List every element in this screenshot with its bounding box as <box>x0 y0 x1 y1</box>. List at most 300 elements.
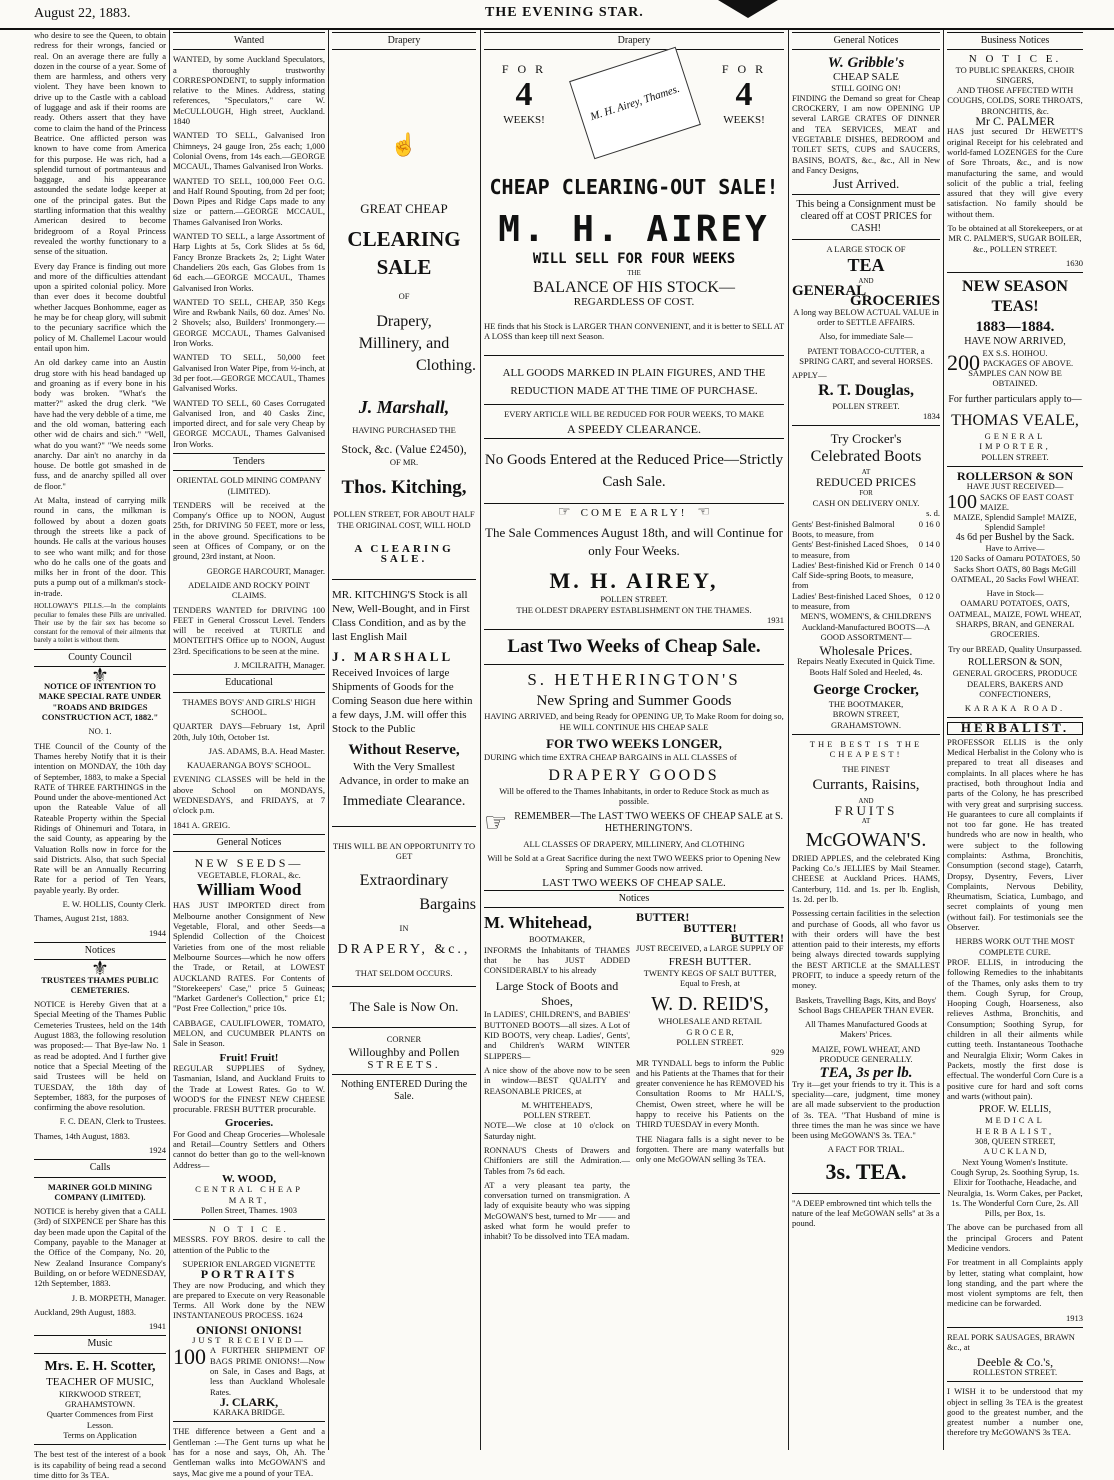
coat-of-arms-icon: ⚜ <box>91 664 109 687</box>
notice-signature: 1841 A. GREIG. <box>173 819 231 830</box>
column-2 <box>173 30 325 1478</box>
advert-body: FINDING the Demand so great for Cheap CROCKERY, I am now OPENING UP several LARGE CRATES OF DINNER and TEA SERVICES, MEAT and VEGETABLE DISHES, BEDROOM and TOILET SETS, CUPS and SAUCERS, BASINS, BOATS, &c., &c., All in New and Fancy Designs, <box>792 92 940 175</box>
wanted-ad: WANTED TO SELL, a large Assortment of Harp Lights at 5s, Cork Slides at 5s 6d, Fancy Bronze Brackets 2s, 2; Light Water Chandeliers 20s each, Gas Globes from 1s 6d each.—GEORGE MCCAUL, Thames Galvanised Iron Works. <box>173 231 325 293</box>
advert-headline: CLEARING <box>347 226 461 251</box>
advert-holloway: HOLLOWAY'S PILLS.—In the complaints peculiar to females these Pills are unrivalled. Their use by the fair sex has become so constant for the removal of their ailments that barely a toilet is without them. <box>34 602 166 645</box>
advert-name: M. WHITEHEAD'S, <box>521 1099 593 1110</box>
advert-headline: Bargains <box>419 896 476 914</box>
advert-subtitle: G R O C E R, <box>686 1026 734 1037</box>
advert-headline: Groceries. <box>224 1117 274 1130</box>
advert-name: W. WOOD, <box>221 1172 277 1185</box>
notice-body: NOTICE is hereby given that a CALL (3rd) of SIXPENCE per Share has this day been made upon the Capital of the Company, payable to the Manager at the Office of the Company, No. 20, New Zealand Insurance Company's Building, on or before WEDNESDAY, 12th September, 1883. <box>34 1206 166 1289</box>
advert-body: REGULAR SUPPLIES of Sydney, Tasmanian, Island, and Auckland Fruits to the Trade at Lowest Rates. Go to W. WOOD'S for the FINEST NEW CHEESE procurable. FRESH BUTTER procurable. <box>173 1062 325 1115</box>
advert-headline: Extraordinary <box>359 872 449 890</box>
advert-body: Received Invoices of large Shipments of Goods for the Coming Season due here within a few days, J.M. will offer this Stock to the Public <box>332 666 473 735</box>
notice-ref: 1924 <box>149 1145 166 1155</box>
advert-body: All Thames Manufactured Goods at Makers' Prices. <box>804 1019 928 1040</box>
advert-body: Repairs Neatly Executed in Quick Time. Boots Half Soled and Heeled, 4s. <box>797 656 935 677</box>
advert-name: M. H. AIREY, <box>549 568 719 594</box>
notice-date: Thames, 14th August, 1883. <box>34 1130 130 1141</box>
advert-headline: Just Arrived. <box>832 176 900 192</box>
advert-text: HAVING PURCHASED THE <box>352 424 456 435</box>
advert-subtitle: TEACHER OF MUSIC, <box>46 1375 154 1388</box>
notice-signature: J. MCILRAITH, Manager. <box>234 660 325 671</box>
advert-text: Millinery, and <box>358 334 450 352</box>
price-list <box>792 519 940 612</box>
advert-headline: THE BEST IS THE CHEAPEST! <box>809 738 923 760</box>
price-item: Gents' Best-finished Laced Shoes, to measure, from <box>792 539 909 560</box>
advert-address: ROLLESTON STREET. <box>972 1366 1058 1377</box>
column-1 <box>34 30 166 1480</box>
coat-of-arms-icon: ⚜ <box>91 958 109 981</box>
airey-banner <box>484 54 784 174</box>
divider <box>947 717 1083 718</box>
advert-body: PATENT TOBACCO-CUTTER, a SPRING CART, and several HORSES. <box>799 345 933 366</box>
advert-headline: CHEAP SALE <box>833 71 899 84</box>
advert-headline: ONIONS! ONIONS! <box>196 1322 302 1337</box>
column-6 <box>947 30 1083 1450</box>
advert-text: THE <box>627 269 641 278</box>
section-heading: Drapery <box>484 32 784 50</box>
advert-name: George Crocker, <box>813 682 919 699</box>
advert-body: NOTE—We close at 10 o'clock on Saturday night. <box>484 1120 630 1141</box>
advert-text: THE FINEST <box>842 763 890 774</box>
advert-body: A FURTHER SHIPMENT OF BAGS PRIME ONIONS!—Now on Sale, in Cases and Bags, at less than Auckland Wholesale Rates. <box>210 1345 325 1397</box>
advert-text: SACKS OF EAST COAST MAIZE. <box>980 491 1074 512</box>
pointing-hand-icon: ☞ <box>484 807 508 837</box>
advert-address: POLLEN STREET. <box>600 594 668 605</box>
notice-title: MARINER GOLD MINING COMPANY (LIMITED). <box>47 1181 153 1202</box>
banner-label: WEEKS! <box>723 113 765 126</box>
advert-ref: 1931 <box>767 614 784 625</box>
calling-card <box>569 47 701 160</box>
advert-headline: HERBALIST. <box>947 722 1083 734</box>
quantity-figure: 100 <box>173 1344 206 1370</box>
advert-address: KARAKA BRIDGE. <box>213 1407 285 1418</box>
issue-date: August 22, 1883. <box>34 6 131 21</box>
advert-body: DRIED APPLES, and the celebrated King Packing Co.'s JELLIES by Mail Steamer. CHEESE at Auckland Prices. HAMS, Canterbury, 11d. and 1s. per lb. English, 1s. 2d. per lb. <box>792 852 940 904</box>
advert-headline: GROCERIES <box>849 293 940 310</box>
advert-body: REMEMBER—The LAST TWO WEEKS OF CHEAP SALE at S. HETHERINGTON'S. <box>514 810 784 834</box>
notice-signature: F. C. DEAN, Clerk to Trustees. <box>59 1116 166 1127</box>
advert-headline: 3s. TEA. <box>825 1158 907 1184</box>
advert-headline: Willoughby and Pollen <box>348 1045 460 1060</box>
notice-title: TRUSTEES THAMES PUBLIC CEMETERIES. <box>41 974 159 995</box>
advert-text: A LARGE STOCK OF <box>826 243 906 254</box>
article-paragraph: who desire to see the Queen, to obtain redress for their wrongs, fancied or real. On an average there are fully a dozen in the course of a year. Some of them are harmless, and others very violent. They have been known to drive up to the Castle with a cabload of luggage and ask if their rooms are ready. Others assert that they have come to claim the hand of the Princess Beatrice. One afflicted person was known to have come from America for this purpose. He was rich, had a splendid turnout of portmanteaus and baggage, and his appearance astounded the sedate lodge keeper at one of the principal gates. But the startling information that this wealthy American desired to become bridegroom of a Royal Princess revealed the worthy functionary to a sense of the situation. <box>34 30 166 257</box>
advert-text: Terms on Application <box>63 1429 137 1440</box>
advert-ref: 1834 <box>923 410 940 421</box>
article-paragraph: An old darkey came into an Austin drug store with his head bandaged up and groaning as if every bone in his body was broken. "What's the matter?" asked the drug clerk. "We have had the very debble of a time, me and the old woman, battering each other wid de chairs and sich." "Well, what do you want?" "We needs some anarchy. Dar ain't no anarchy in da house. De bottle got smashed in de fuss, and de anarchy spilled all over de floor." <box>34 357 166 491</box>
quantity-figure: 200 <box>947 349 980 375</box>
advert-subtitle: HERBS WORK OUT THE MOST COMPLETE CURE. <box>955 936 1075 957</box>
advert-body: RONNAU'S Chests of Drawers and Chiffoniers are still the Admiration.—Tables from 7s 6d each. <box>484 1144 630 1176</box>
advert-body: MR. KITCHING'S Stock is all New, Well-Bought, and in First Class Condition, and as by the last English Mail <box>332 588 470 643</box>
advert-text: APPLY— <box>792 370 827 381</box>
banner-number: 4 <box>735 75 753 113</box>
section-heading: Educational <box>173 674 325 692</box>
page-header <box>0 0 1114 30</box>
filler-text: The best test of the interest of a book is its capability of being read a second time ditto for 3s TEA. <box>34 1449 166 1480</box>
advert-headline: Last Two Weeks of Cheap Sale. <box>507 636 761 658</box>
notice-date: Thames, August 21st, 1883. <box>34 913 129 924</box>
advert-body: The above can be purchased from all the principal Grocers and Patent Medicine vendors. <box>947 1222 1083 1253</box>
advert-address: 308, QUEEN STREET, <box>974 1136 1056 1147</box>
advert-text: POLLEN STREET, FOR ABOUT HALF THE ORIGINAL COST, WILL HOLD <box>333 509 475 530</box>
advert-body: To be obtained at all Storekeepers, or at MR C. PALMER'S, SUGAR BOILER, &c., POLLEN STREET. <box>947 223 1083 254</box>
section-heading: Business Notices <box>947 32 1083 50</box>
advert-name: J. Marshall, <box>358 396 450 417</box>
advert-headline: 4s 6d per Bushel by the Sack. <box>955 531 1075 543</box>
advert-body: Also, for immediate Sale— <box>819 331 913 342</box>
newspaper-title: THE EVENING STAR. <box>485 5 644 20</box>
advert-body: Try it—get your friends to try it. This is a speciality—care, judgment, time money are all made subservient to the production of 3s. TEA. "That Husband of mine is three times the man he was since we have been using McGOWAN'S 3s. TEA." <box>792 1078 940 1141</box>
advert-name: THOMAS VEALE, <box>951 412 1079 430</box>
advert-address: Pollen Street, Thames. 1903 <box>201 1204 297 1215</box>
advert-subtitle: GENERAL IMPORTER, <box>979 431 1051 452</box>
advert-subtitle: SUPERIOR ENLARGED VIGNETTE <box>182 1258 316 1269</box>
notice-body: THE Council of the County of the Thames hereby Notify that it is their intention on MONDAY, the 10th day of September, 1883, to make a Special RATE of THREE FARTHINGS in the Pound under the above-mentioned Act upon the Rateable Value of all Rateable Property within the Special Ridings of Ohinemuri and Totara, in the said County, as appearing by the Valuation Rolls now in force for the said Districts. Also, that such Special Rate will be an Annually Recurring Rate for a period of Ten Years, payable yearly. By order. <box>34 740 166 895</box>
notice-ref: 1941 <box>149 1321 166 1332</box>
section-heading: Music <box>34 1335 166 1353</box>
notice-body: TENDERS will be received at the Company's Office up to NOON, August 25th, for DRIVING 50 FEET, more or less, in the above ground. Specifications to be seen at Offices of Company, or on the ground, 23rd instant, at Noon. <box>173 499 325 562</box>
advert-address: Next Young Women's Institute. <box>962 1156 1068 1167</box>
advert-address: POLLEN STREET. <box>676 1036 744 1047</box>
advert-name: McGOWAN'S. <box>805 828 927 851</box>
wanted-ad: WANTED TO SELL, 50,000 feet Galvanised Iron Water Pipe, from ½-inch, at 3d per foot.—GEORGE MCCAUL, Thames Galvanised Works. <box>173 352 325 394</box>
advert-text: A FACT FOR TRIAL. <box>827 1144 905 1155</box>
advert-body: PROFESSOR ELLIS is the only Medical Herbalist in the Colony who is prepared to treat all diseases and complaints. In all places where he has practised, both throughout India and parts of the Colony, he has prescribed with very great and surprising success. He guarantees to cure all complaints if not too far gone. He has treated hundreds who are now in health, who were subject to the following complaints: Asthma, Bronchitis, Consumption (second stage), Catarrh, Dropsy, Dysentry, Fevers, Liver Complaints, Nervous Debility, Rheumatism, Sciatica, Lumbago, and secret complaints of young men (without fail). For testimonials see the Observer. <box>947 736 1083 933</box>
advert-subtitle: WHOLESALE AND RETAIL <box>658 1016 762 1027</box>
notice-title: KAUAERANGA BOYS' SCHOOL. <box>186 760 312 771</box>
advert-body: A nice show of the above now to be seen in window—BEST QUALITY and REASONABLE PRICES, at <box>484 1064 630 1096</box>
wanted-ad: WANTED, by some Auckland Speculators, a thoroughly trustworthy CORRESPONDENT, to supply information relative to the Mines. Address, stating references, "Speculators," care W. McCULLOUGH, High street, Auckland. 1840 <box>173 54 325 127</box>
advert-text: SAMPLES CAN NOW BE OBTAINED. <box>968 368 1062 389</box>
advert-ref: 1630 <box>1066 257 1083 268</box>
advert-text: EX S.S. HOIHOU. <box>982 347 1048 358</box>
advert-text: AND <box>858 276 874 285</box>
advert-body: INFORMS the Inhabitants of THAMES that he has JUST ADDED CONSIDERABLY to his already <box>484 944 630 976</box>
advert-headline: NEW SEASON TEAS! <box>962 278 1068 316</box>
advert-headline: PORTRAITS <box>200 1267 298 1282</box>
advert-name: Mr C. PALMER <box>975 114 1055 129</box>
section-heading: Calls <box>34 1159 166 1177</box>
advert-body: REAL PORK SAUSAGES, BRAWN &c., at <box>947 1332 1075 1353</box>
section-heading: Tenders <box>173 453 325 471</box>
advert-body: OAMARU POTATOES, OATS, OATMEAL, MAIZE, FOWL WHEAT, SHARPS, BRAN, and GENERAL GROCERIES. <box>948 598 1082 640</box>
advert-address: GRAHAMSTOWN. <box>65 1399 135 1410</box>
divider <box>332 826 476 827</box>
advert-headline: LAST TWO WEEKS OF CHEAP SALE. <box>542 876 726 889</box>
wanted-ad: WANTED TO SELL, 100,000 Feet O.G. and Half Round Spouting, from 2d per foot; Down Pipes and Ridge Caps made to any size or pattern.—GEORGE MCCAUL, Thames Galvanised Iron Works. <box>173 175 325 227</box>
column-4 <box>484 30 784 1450</box>
advert-headline: FOR TWO WEEKS LONGER, <box>546 735 722 751</box>
divider <box>332 1074 476 1075</box>
advert-name: R. T. Douglas, <box>818 381 914 399</box>
notice-title: NOTICE OF INTENTION TO MAKE SPECIAL RATE UNDER "ROADS AND BRIDGES CONSTRUCTION ACT, 1882." <box>38 681 162 723</box>
advert-headline: CHEAP CLEARING-OUT SALE! <box>489 175 779 200</box>
advert-headline: GENERAL <box>792 283 867 300</box>
advert-subtitle: STILL GOING ON! <box>831 82 901 93</box>
advert-address: KARAKA ROAD. <box>964 703 1066 714</box>
advert-headline: BUTTER! <box>683 920 737 935</box>
advert-ref: 1913 <box>1066 1312 1083 1323</box>
price-value: 0 16 0 <box>918 518 940 529</box>
divider <box>484 404 784 405</box>
column-3 <box>332 30 476 1450</box>
divider <box>173 1219 325 1220</box>
divider <box>947 1327 1083 1328</box>
section-heading: Notices <box>34 942 166 960</box>
advert-headline: 1883—1884. <box>975 319 1055 336</box>
price-row <box>792 560 940 591</box>
column-rule <box>328 30 329 1450</box>
divider <box>792 425 940 426</box>
column-rule <box>169 30 170 1450</box>
advert-address: POLLEN STREET. <box>523 1110 591 1121</box>
advert-headline: SALE <box>376 254 432 279</box>
advert-text: Have to Arrive— <box>985 542 1045 553</box>
advert-subtitle: THE BOOTMAKER, <box>828 699 904 710</box>
section-heading: County Council <box>34 649 166 667</box>
column-5 <box>792 30 940 1450</box>
divider <box>34 1444 166 1445</box>
notice-signature: J. B. MORPETH, Manager. <box>71 1292 166 1303</box>
advert-headline: TEA <box>847 254 885 275</box>
advert-headline: REDUCED PRICES <box>815 475 917 490</box>
banner-label: WEEKS! <box>503 113 545 126</box>
quantity-figure: 100 <box>947 490 977 513</box>
advert-body: Possessing certain facilities in the selection and purchase of Goods, all who favor us with their orders will have the best attention paid to their interests, my efforts being always directed towards supplying the BEST ARTICLE at the SMALLEST PROFIT, to induce a speedy return of the money. <box>792 908 940 991</box>
advert-body: MR TYNDALL begs to inform the Public and his Patients at the Thames that for their greater convenience he has REMOVED his Consultation Rooms to Mr HALL'S, Chemist, Owen street, where he will be happy to receive his Patients on the THIRD TUESDAY in every Month. <box>636 1057 784 1130</box>
divider <box>484 355 784 356</box>
advert-name: William Wood <box>196 880 302 900</box>
advert-name: Thos. Kitching, <box>341 477 467 499</box>
advert-headline: FRUITS <box>834 803 898 819</box>
price-row <box>792 519 940 540</box>
price-value: 0 14 0 <box>918 539 940 550</box>
advert-headline: Large Stock of Boots and Shoes, <box>495 979 619 1009</box>
wanted-ad: WANTED TO SELL, 60 Cases Corrugated Galvanised Iron, and 40 Casks Zinc, imported direct, and for sale very Cheap by GEORGE MCCAUL, Thames Galvanised Iron Works. <box>173 397 325 449</box>
advert-address: GRAHAMSTOWN. <box>831 719 901 730</box>
advert-text: FOR <box>859 488 873 497</box>
advert-text: Clothing. <box>415 356 476 374</box>
notice-number: NO. 1. <box>88 726 112 737</box>
advert-headline: DRAPERY, &c., <box>337 941 471 957</box>
advert-address: POLLEN STREET. <box>981 451 1049 462</box>
banner-label: F O R <box>501 62 547 77</box>
advert-headline: Immediate Clearance. <box>342 793 466 809</box>
advert-body: EVERY ARTICLE WILL BE REDUCED FOR FOUR WEEKS, TO MAKE <box>504 409 764 420</box>
advert-body: Try our BREAD, Quality Unsurpassed. <box>948 643 1082 654</box>
pointing-hand-icon: ☞ <box>558 505 571 521</box>
advert-body: Baskets, Travelling Bags, Kits, and Boys' School Bags CHEAPER THAN EVER. <box>795 994 937 1015</box>
divider <box>792 239 940 240</box>
advert-headline: Without Reserve, <box>348 741 460 758</box>
advert-text: STREETS. <box>367 1059 441 1072</box>
advert-body: ALL GOODS MARKED IN PLAIN FIGURES, AND THE REDUCTION MADE AT THE TIME OF PURCHASE. <box>502 367 766 398</box>
advert-body: Will be Sold at a Great Sacrifice during the next TWO WEEKS prior to Opening New Spring and Summer Goods now arrived. <box>487 853 781 874</box>
advert-name: W. D. REID'S, <box>651 993 769 1016</box>
advert-body: This being a Consignment must be cleared off at COST PRICES for CASH! <box>796 198 936 234</box>
advert-headline: BALANCE OF HIS STOCK— <box>533 278 735 296</box>
advert-text: For further particulars apply to— <box>948 393 1082 405</box>
advert-name: ROLLERSON & SON <box>956 468 1074 483</box>
advert-headline: DRAPERY GOODS <box>548 767 720 785</box>
divider <box>947 272 1083 273</box>
advert-address: KIRKWOOD STREET, <box>59 1388 141 1399</box>
advert-body: HE finds that his Stock is LARGER THAN CONVENIENT, and it is better to SELL AT A LOSS than keep till next Season. <box>484 320 784 342</box>
advert-text: AND <box>858 796 874 805</box>
advert-body: 120 Sacks of Oamaru POTATOES, 50 Sacks Short OATS, 80 Bags McGill OATMEAL, 20 Sacks Fowl WHEAT. <box>950 553 1080 584</box>
banner-number: 4 <box>515 75 533 113</box>
price-value: 0 12 0 <box>918 590 940 601</box>
divider <box>173 1421 325 1422</box>
notice-body: TENDERS WANTED for DRIVING 100 FEET in General Crosscut Level. Tenders will be received at TURTLE and MONTEITH'S Office up to NOON, August 23rd. Specifications to be seen at the mine. <box>173 604 325 656</box>
column-rule <box>943 30 944 1450</box>
notice-title: ORIENTAL GOLD MINING COMPANY (LIMITED). <box>176 475 322 496</box>
advert-headline: FRESH BUTTER. <box>668 956 752 969</box>
section-heading: General Notices <box>173 834 325 852</box>
filler-text: "A DEEP embrowned tint which tells the nature of the leaf McGOWAN sells" at 3s a pound. <box>792 1197 940 1229</box>
advert-headline: Fruit! Fruit! <box>219 1051 279 1064</box>
filler-text: I WISH it to be understood that my object in selling 3s TEA is the greatest good to the greatest number, and the greatest number a number one, therefore try McGOWAN'S 3s TEA. <box>947 1386 1083 1438</box>
advert-subtitle: HAVE NOW ARRIVED, <box>964 336 1066 348</box>
advert-headline: Currants, Raisins, <box>812 776 920 793</box>
advert-text: HAVE JUST RECEIVED— <box>966 481 1064 492</box>
price-row <box>792 591 940 612</box>
advert-subtitle: MEDICAL HERBALIST, <box>975 1115 1055 1136</box>
advert-address: POLLEN STREET. <box>832 400 900 411</box>
section-heading: Notices <box>484 890 784 908</box>
advert-subtitle: REGARDLESS OF COST. <box>573 295 695 308</box>
divider <box>947 466 1083 467</box>
notice-date: Auckland, 29th August, 1883. <box>34 1306 136 1317</box>
price-table-header: s. d. <box>926 508 940 519</box>
advert-name: J. MARSHALL <box>332 648 454 664</box>
wanted-ad: WANTED TO SELL, Galvanised Iron Chimneys, 24 gauge Iron, 25s each; 1,000 Colonial Ovens, from 14s each.—GEORGE MCCAUL, Thames Galvanised Iron Works. <box>173 130 325 172</box>
advert-body: HAS JUST IMPORTED direct from Melbourne another Consignment of New Vegetable, Floral, and other Seeds—a Splendid Collection of the Choicest Varieties from one of the most reliable Melbourne Sources—which he now offers the Trade, or Retail, at LOWEST AUCKLAND RATES. For Contents of "Storekeepers' Case," price 5 Guineas; "Market Gardener's Collection," price £1; "Post Free Collection," price 10s. <box>173 900 325 1014</box>
advert-text: THAT SELDOM OCCURS. <box>355 967 453 978</box>
advert-headline: A SPEEDY CLEARANCE. <box>567 421 701 436</box>
notice-signature: JAS. ADAMS, B.A. Head Master. <box>208 745 325 756</box>
advert-headline: No Goods Entered at the Reduced Price—Strictly Cash Sale. <box>484 452 784 491</box>
advert-headline: Try Crocker's <box>830 431 902 447</box>
section-heading: Drapery <box>332 32 476 50</box>
divider <box>332 1027 476 1028</box>
divider <box>792 1193 940 1194</box>
advert-body: ALL CLASSES OF DRAPERY, MILLINERY, And CLOTHING <box>523 838 745 849</box>
advert-text: IN <box>399 923 409 934</box>
advert-text: OF <box>398 290 410 301</box>
advert-body: For Good and Cheap Groceries—Wholesale and Retail—Country Settlers and Others cannot do better than go to the well-known Address— <box>173 1128 325 1170</box>
wanted-ad: WANTED TO SELL, CHEAP, 350 Kegs Wire and Rwbank Nails, 60 doz. Ames' No. 2 Shovels; also, Builders' Ironmongery.—GEORGE MCCAUL, Thames Galvanised Iron Works. <box>173 296 325 349</box>
advert-headline: A CLEARING SALE. <box>354 543 454 566</box>
advert-headline: Celebrated Boots <box>810 448 922 466</box>
advert-text: CORNER <box>386 1033 422 1044</box>
advert-name: W. Gribble's <box>827 55 905 72</box>
advert-body: MEN'S, WOMEN'S, & CHILDREN'S Auckland-Manufactured BOOTS—A GOOD ASSORTMENT— <box>800 611 932 642</box>
advert-subtitle: JUST RECEIVED— <box>192 1335 306 1346</box>
advert-headline: WILL SELL FOR FOUR WEEKS <box>532 251 736 268</box>
price-item: Ladies' Best-finished Kid or French Calf Side-spring Boots, to measure, from <box>792 559 914 591</box>
advert-text: CASH ON DELIVERY ONLY. <box>812 498 920 509</box>
advert-body: In LADIES', CHILDREN'S, and BABIES' BUTTONED BOOTS—all sizes. A Lot of KID BOOTS, very cheap. Ladies', Gents', and Children's WARM WINTER SLIPPERS— <box>484 1009 630 1061</box>
price-row <box>792 539 940 560</box>
advert-name: Mrs. E. H. Scotter, <box>44 1358 156 1374</box>
advert-text: OF MR. <box>389 457 419 468</box>
advert-body: Cough Syrup, 2s. Soothing Syrup, 1s. Elixir for Toothache, Headache, and Neuralgia, 1s. Worm Cakes, per Packet, 1s. The Wonderful Corn Cure, 2s. All Pills, per Box, 1s. <box>947 1166 1083 1219</box>
divider <box>332 986 476 987</box>
pointing-hand-icon: ☝ <box>390 132 418 158</box>
advert-body: A long way BELOW ACTUAL VALUE in order to SETTLE AFFAIRS. <box>793 306 939 328</box>
advert-headline: TEA, 3s per lb. <box>819 1065 913 1082</box>
advert-body: They are now Producing, and which they are prepared to Execute on very Reasonable Terms. All Work done by the NEW INSTANTANEOUS PROCESS. 1624 <box>173 1279 325 1321</box>
advert-name: M. Whitehead, <box>484 913 592 933</box>
advert-text: PACKAGES OF ABOVE. <box>983 357 1074 368</box>
advert-address: A U C K L A N D, <box>983 1146 1047 1157</box>
filler-text: AT a very pleasant tea party, the conversation turned on transmigration. A lady of exquisite beauty who was sipping McGOWAN'S best, turned to Mr —— and asked what form he would prefer to inhabit? To be dissolved into TEA madam. <box>484 1179 630 1242</box>
price-value: 0 14 0 <box>918 559 940 570</box>
advert-subtitle: CENTRAL CHEAP MART, <box>195 1184 303 1205</box>
advert-subtitle: TO PUBLIC SPEAKERS, CHOIR SINGERS, <box>955 64 1075 85</box>
advert-ref: 929 <box>771 1047 784 1058</box>
card-text: M. H. Airey, Thames. <box>588 83 682 124</box>
notice-ref: 1944 <box>149 927 166 938</box>
filler-text: THE Niagara falls is a sight never to be forgotten. There are many waterfalls but only one McGOWAN selling 3s TEA. <box>636 1133 784 1165</box>
advert-body: MAIZE, FOWL WHEAT, AND PRODUCE GENERALLY. <box>811 1043 921 1065</box>
advert-headline: N O T I C E. <box>209 1224 289 1235</box>
article-paragraph: At Malta, instead of carrying milk round in cans, the milkman is followed by about a dozen goats through the streets like a pack of hounds. He calls at the various houses to see who want milk; and for those who do he calls one of the goats and milks her in front of the door. This puts a pump out of a milkman's stock-in-trade. <box>34 495 166 598</box>
notice-title: THAMES BOYS' AND GIRLS' HIGH SCHOOL. <box>182 696 316 717</box>
notice-body: NOTICE is Hereby Given that at a Special Meeting of the Thames Public Cemeteries Trustees, held on the 14th August 1883, the following resolution was proposed:— That Bye-law No. 1 as read be adopted. And I further give notice that a Special Meeting of the said Trustees will be held on TUESDAY, the 18th day of September, 1883, for the purposes of confirming the above resolution. <box>34 999 166 1113</box>
advert-subtitle: AND THOSE AFFECTED WITH COUGHS, COLDS, SORE THROATS, BRONCHITIS, &c. <box>947 85 1083 116</box>
divider <box>332 579 476 580</box>
column-rule <box>480 30 481 1450</box>
divider <box>947 1381 1083 1382</box>
filler-text: THE difference between a Gent and a Gentleman :—The Gent turns up what he has for a nose and says, Oh, Ah. The Gentleman walks into McGOWAN'S and says, Mac give me a pound of your TEA. <box>173 1426 325 1478</box>
advert-text: Stock, &c. (Value £2450), <box>341 442 467 457</box>
advert-headline: COME EARLY! <box>580 507 688 520</box>
advert-headline: New Spring and Summer Goods <box>536 693 732 710</box>
advert-headline: GREAT CHEAP <box>360 200 448 216</box>
advert-body: Will be offered to the Thames Inhabitants, in order to Reduce Stock as much as possible. <box>499 786 769 807</box>
notice-body: EVENING CLASSES will be held in the above School on MONDAYS, WEDNESDAYS, and FRIDAYS, at 7 o'clock p.m. <box>173 774 325 816</box>
section-heading: General Notices <box>792 32 940 50</box>
divider <box>484 438 784 439</box>
advert-subtitle: VEGETABLE, FLORAL, &c. <box>197 870 301 881</box>
advert-body: CABBAGE, CAULIFLOWER, TOMATO, MELON, and CUCUMBER PLANTS on Sale in Season. <box>173 1017 325 1049</box>
notice-signature: E. W. HOLLIS, County Clerk. <box>62 899 166 910</box>
advert-headline: NEW SEEDS— <box>194 856 304 871</box>
advert-body: DURING which time EXTRA CHEAP BARGAINS in ALL CLASSES of <box>484 751 737 762</box>
price-item: Ladies' Best-finished Laced Shoes, to measure, from <box>792 590 912 611</box>
article-paragraph: Every day France is finding out more and more of the difficulties attendant upon a spirited colonial policy. More than ever does it become doubtful whether Jacques Bonhomme, eager as he may be for cheap glory, will submit to the pecuniary sacrifice which the policy of M. Challemel Lacour would entail upon him. <box>34 260 166 353</box>
banner-label: F O R <box>721 62 767 77</box>
notice-title: ADELAIDE AND ROCKY POINT CLAIMS. <box>188 579 310 601</box>
advert-headline: BUTTER! <box>730 930 784 945</box>
advert-subtitle: BOOTMAKER, <box>529 934 585 945</box>
advert-headline: Wholesale Prices. <box>819 643 913 659</box>
advert-body: HAS just secured Dr HEWETT'S original Receipt for his celebrated and world-famed LOZENGES for the Cure of Sore Throats, &c., and is now manufacturing the same, and would solicit of the public a trial, feeling assured that they will give every satisfaction. No family should be without them. <box>947 126 1083 219</box>
advert-text: MAIZE, Splendid Sample! MAIZE, Splendid Sample! <box>953 512 1077 533</box>
advert-text: AT <box>861 817 871 826</box>
column-rule <box>788 30 789 1450</box>
divider <box>484 664 784 665</box>
advert-name: ROLLERSON & SON, <box>967 656 1063 668</box>
advert-body: HAVING ARRIVED, and being Ready for OPENING UP, To Make Room for doing so, HE WILL CONTINUE HIS CHEAP SALE <box>484 711 784 732</box>
notice-signature: GEORGE HARCOURT, Manager. <box>206 565 325 576</box>
